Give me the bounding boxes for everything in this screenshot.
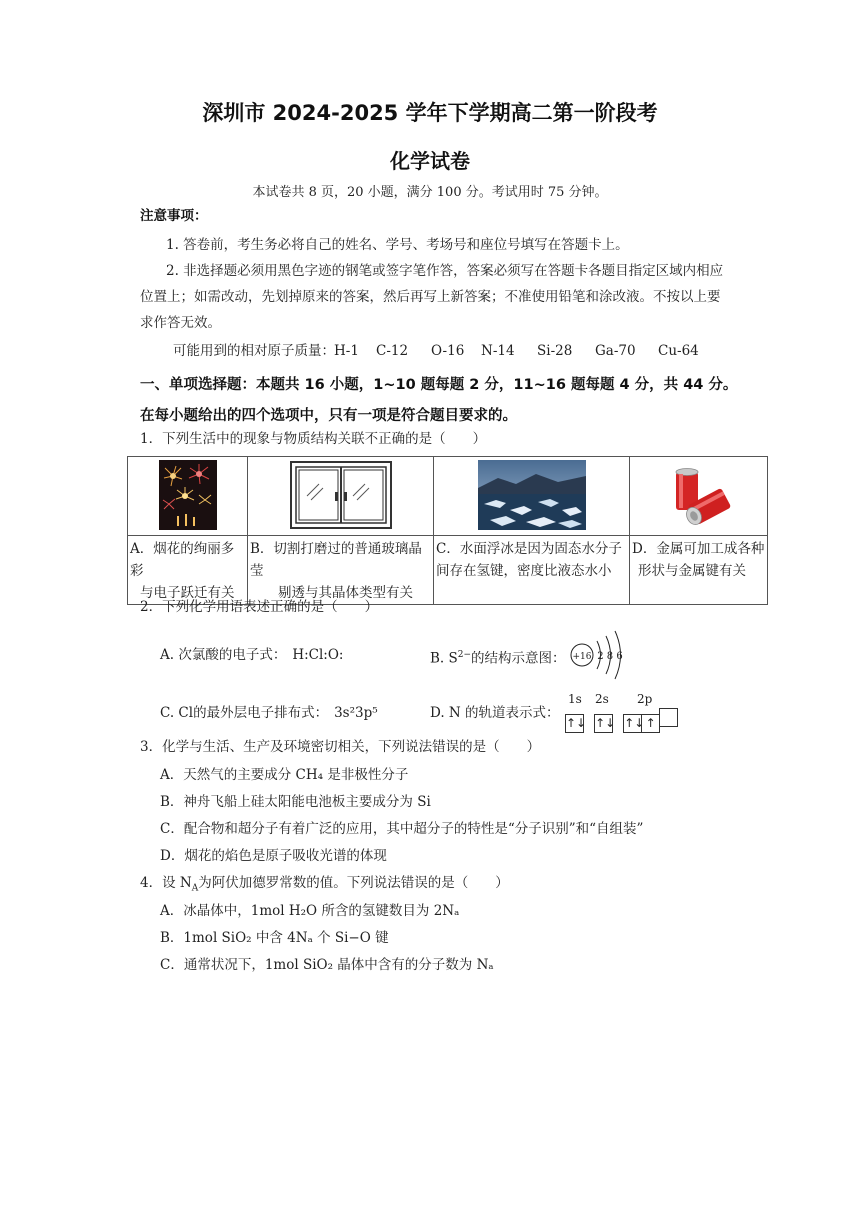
q3-option-d: D．烟花的焰色是原子吸收光谱的体现 [160,848,387,864]
q3-option-b: B．神舟飞船上硅太阳能电池板主要成分为 Si [160,794,431,810]
q4-option-c: C．通常状况下，1mol SiO₂ 晶体中含有的分子数为 Nₐ [160,957,494,973]
q1-options-table [127,456,768,605]
atomic-mass-ga: Ga-70 [595,343,636,359]
atomic-mass-o: O-16 [431,343,465,359]
q1-option-c: C．水面浮冰是因为固态水分子 间存在氢键，密度比液态水小 [434,536,630,605]
exam-info: 本试卷共 8 页，20 小题，满分 100 分。考试用时 75 分钟。 [252,185,608,200]
electron-shells: 2 8 6 [597,651,623,662]
q2-stem: 2．下列化学用语表述正确的是（ ） [140,599,379,615]
cans-image-cell [630,457,768,536]
notice-item-2-line3: 求作答无效。 [140,315,221,331]
orbital-box-2p-3 [659,708,678,727]
q2-option-c: C. Cl的最外层电子排布式： 3s²3p⁵ [160,705,378,721]
orbital-label-1s: 1s [568,692,582,706]
q1-option-a: A．烟花的绚丽多彩 与电子跃迁有关 [128,536,248,605]
atomic-mass-label: 可能用到的相对原子质量： [173,343,335,359]
orbital-label-2s: 2s [595,692,609,706]
q4-stem: 4．设 $N_A$为阿伏加德罗常数的值。下列说法错误的是（ ） [140,875,509,894]
q2-option-b: B. $S^{2-}$的结构示意图： [430,650,566,667]
fireworks-image-cell [128,457,248,536]
atomic-mass-n: N-14 [481,343,515,359]
notice-item-2-line2: 位置上；如需改动，先划掉原来的答案，然后再写上新答案；不准使用铅笔和涂改液。不按以上要 [140,289,721,305]
exam-title: 深圳市 2024-2025 学年下学期高二第一阶段考 [202,101,658,125]
q3-stem: 3．化学与生活、生产及环境密切相关，下列说法错误的是（ ） [140,739,541,755]
orbital-diagram [565,708,677,733]
atomic-mass-h: H-1 [334,343,359,359]
notice-item-2-line1: 2. 非选择题必须用黑色字迹的钢笔或签字笔作答，答案必须写在答题卡各题目指定区域内相应 [166,263,724,279]
section-heading-line2: 在每小题给出的四个选项中，只有一项是符合题目要求的。 [140,408,517,424]
q1-option-b: B．切割打磨过的普通玻璃晶莹 剔透与其晶体类型有关 [248,536,434,605]
q3-option-a: A．天然气的主要成分 CH₄ 是非极性分子 [160,767,409,783]
notice-heading: 注意事项： [140,208,208,224]
window-image [289,460,393,530]
sulfide-ion-diagram [567,626,635,680]
exam-subtitle: 化学试卷 [390,149,470,173]
section-heading-line1: 一、单项选择题：本题共 16 小题，1~10 题每题 2 分，11~16 题每题 4 分，共 44 分。 [140,377,738,393]
orbital-box-2p-2: ↑ [641,714,660,733]
q2-option-d: D. N 的轨道表示式： [430,705,560,721]
hypochlorous-acid-formula: H:Cl:O: [292,647,344,663]
metal-cans-image [664,460,734,530]
fireworks-image [159,460,217,530]
ice-image-cell [434,457,630,536]
notice-item-1: 1. 答卷前，考生务必将自己的姓名、学号、考场号和座位号填写在答题卡上。 [166,237,629,253]
orbital-box-2s: ↑↓ [594,714,613,733]
orbital-box-2p-1: ↑↓ [623,714,642,733]
q3-option-c: C．配合物和超分子有着广泛的应用，其中超分子的特性是“分子识别”和“自组装” [160,821,644,837]
q1-option-d: D．金属可加工成各种 形状与金属键有关 [630,536,768,605]
q2-option-a: A. 次氯酸的电子式： H:Cl:O: [160,647,344,663]
atomic-structure-diagram [567,626,635,680]
floating-ice-image [478,460,586,530]
orbital-box-1s: ↑↓ [565,714,584,733]
window-image-cell [248,457,434,536]
atomic-mass-si: Si-28 [537,343,573,359]
nucleus-charge: +16 [572,652,592,662]
orbital-label-2p: 2p [637,692,653,706]
atomic-mass-c: C-12 [376,343,409,359]
q4-option-a: A．冰晶体中，1mol H₂O 所含的氢键数目为 2Nₐ [160,903,460,919]
atomic-mass-cu: Cu-64 [658,343,699,359]
q1-stem: 1．下列生活中的现象与物质结构关联不正确的是（ ） [140,431,487,447]
q4-option-b: B．1mol SiO₂ 中含 4Nₐ 个 Si−O 键 [160,930,389,946]
